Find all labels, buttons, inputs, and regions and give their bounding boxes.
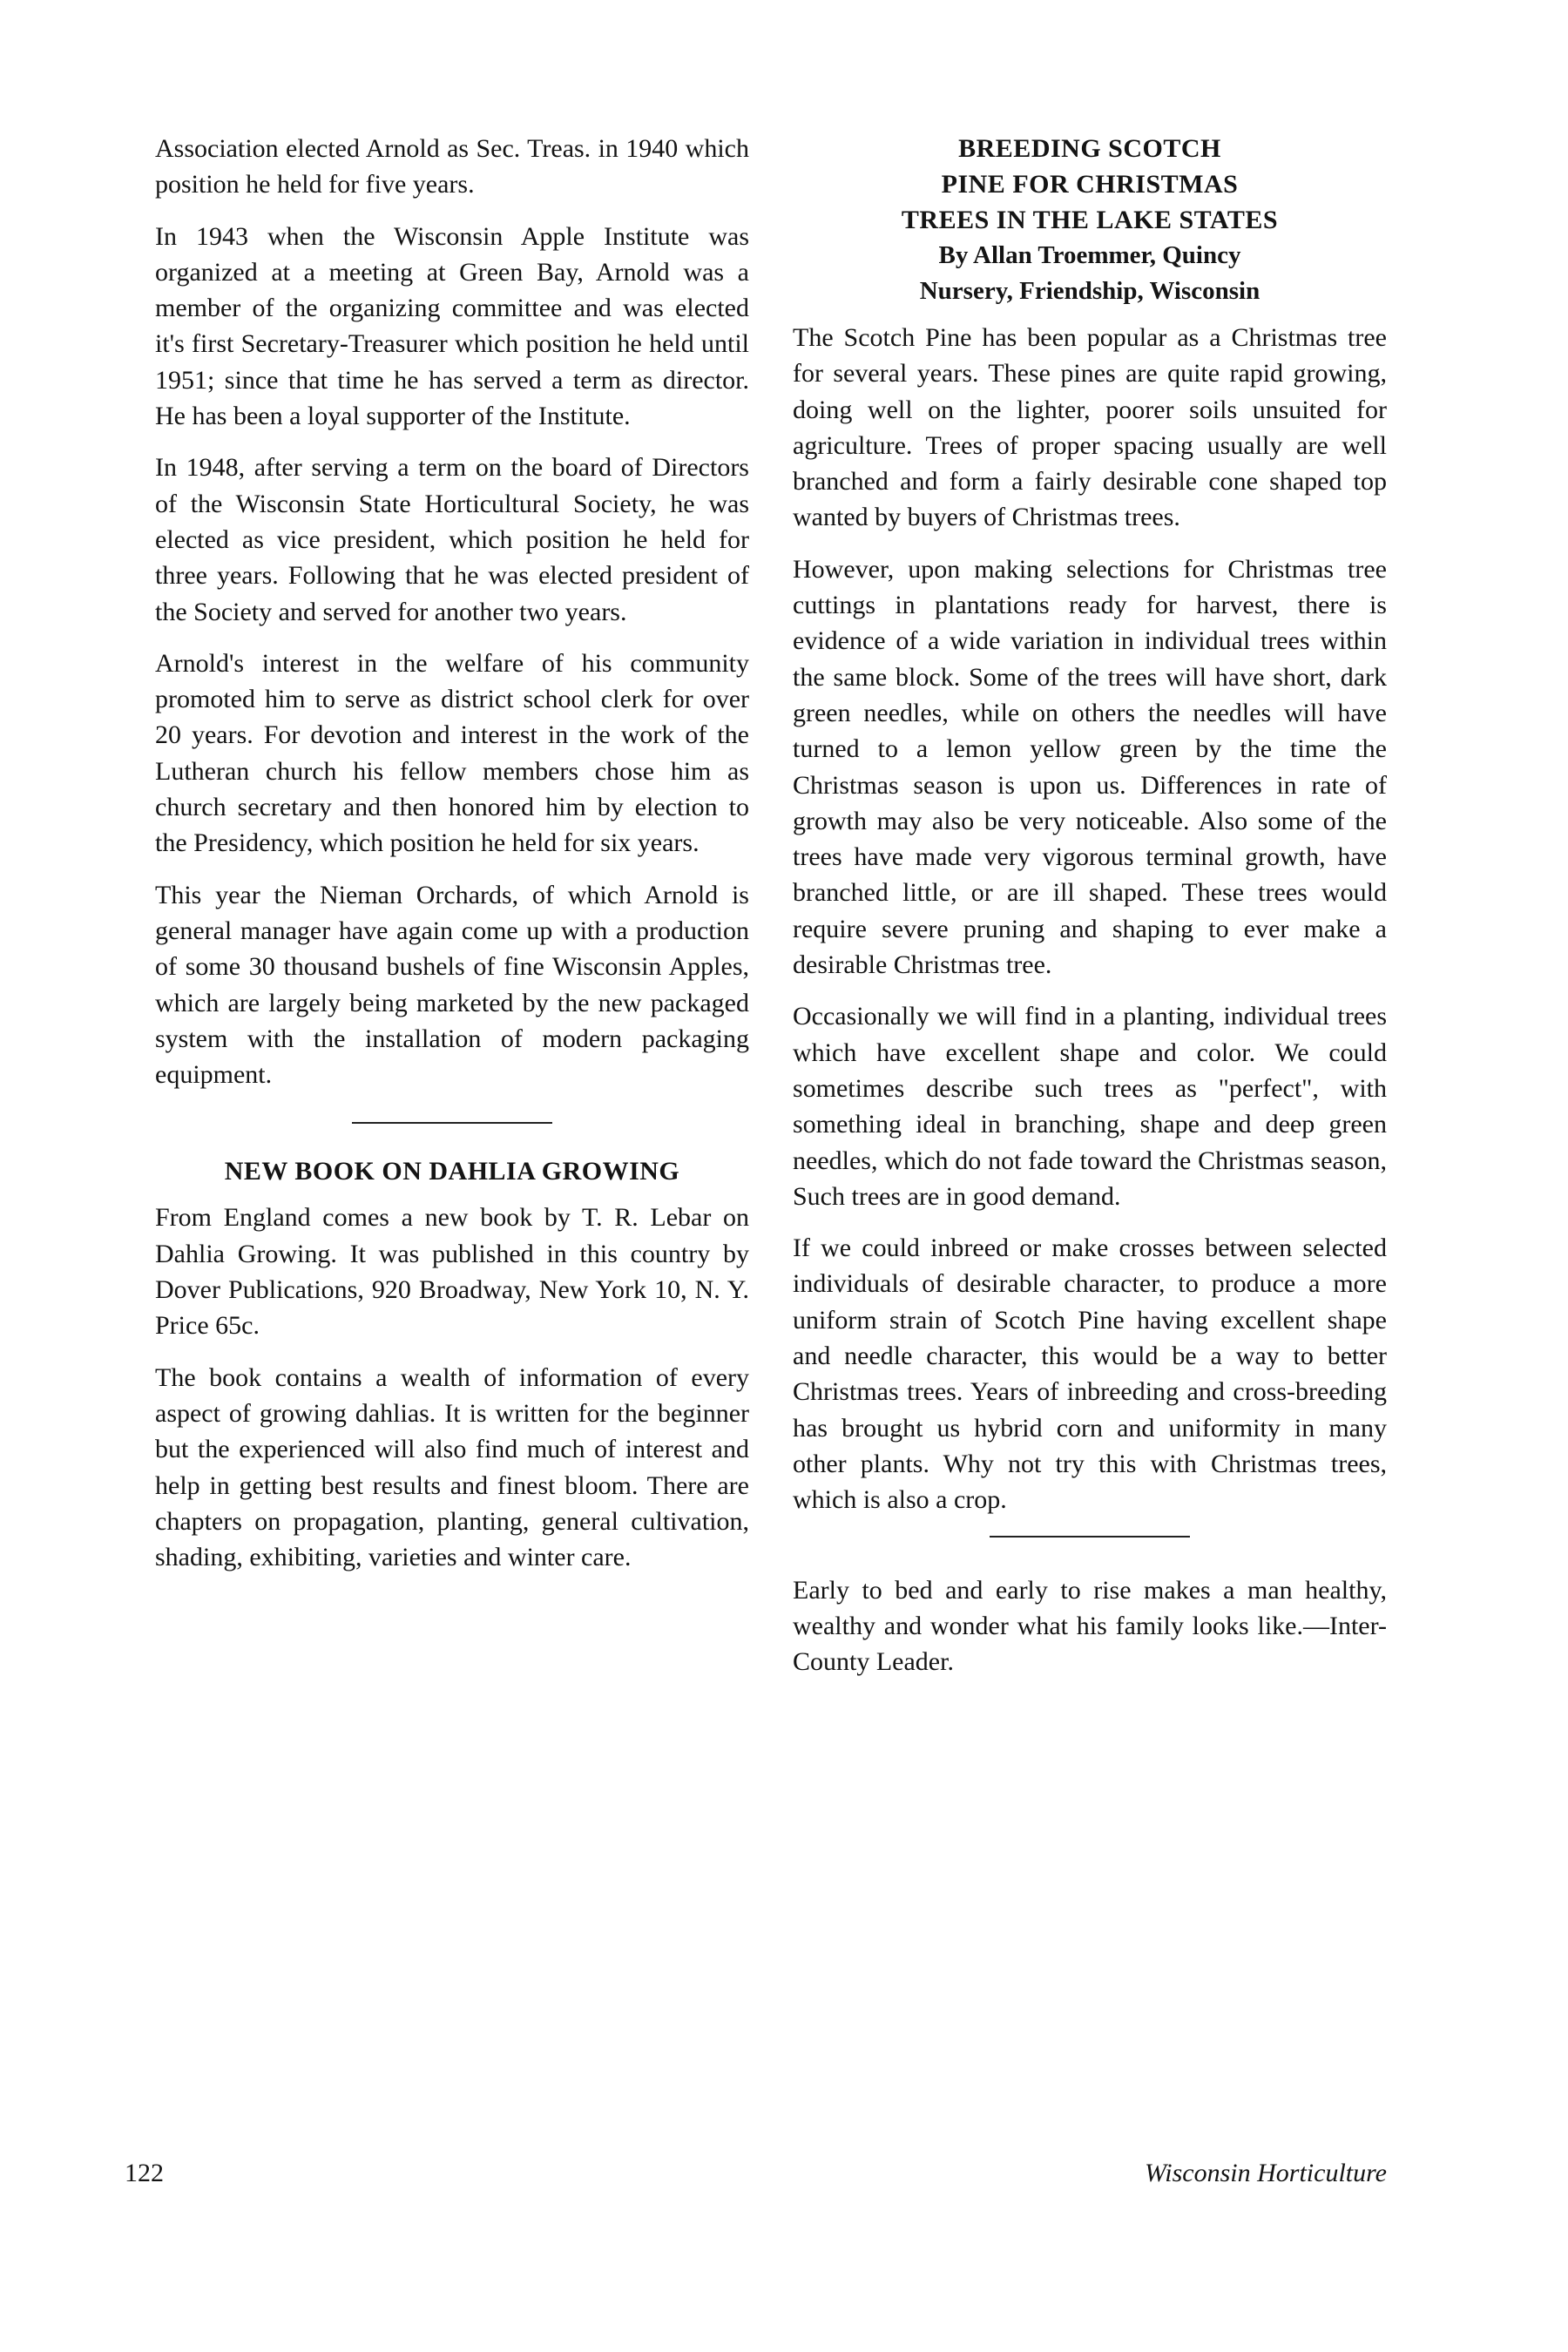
paragraph-apple-institute: In 1943 when the Wisconsin Apple Institute was organized at a meeting at Green Bay, Arnold was a member of the organizing committee and was elected it's first Secretary-Treasurer which position he held until 1951; since that time he has served a term as director. He has been a loyal supporter of the Institute. [155,221,749,431]
byline-line: By Allan Troemmer, Quincy [938,241,1241,269]
right-column [793,131,1387,1680]
section-divider [352,1122,552,1124]
article-byline [793,238,1387,309]
paragraph-vice-president: In 1948, after serving a term on the board of Directors of the Wisconsin State Horticultural Society, he was elected as vice president, which position he held for three years. Following that he was elected president of the Society and served for another two years. [155,453,749,626]
paragraph-early-to-bed: Early to bed and early to rise makes a man healthy, wealthy and wonder what his family looks like.—Inter-County Leader. [793,1575,1387,1677]
paragraph-scotch-pine-intro: The Scotch Pine has been popular as a Christmas tree for several years. These pines are quite rapid growing, doing well on the lighter, poorer soils unsuited for agriculture. Trees of proper spacing usually are well branched and form a fairly desirable cone shaped top wanted by buyers of Christmas trees. [793,323,1387,532]
dahlia-heading: NEW BOOK ON DAHLIA GROWING [224,1157,680,1186]
page-number: 122 [125,2159,164,2187]
paragraph-dahlia-book: From England comes a new book by T. R. Lebar on Dahlia Growing. It was published in this country by Dover Publications, 920 Broadway, New York 10, N. Y. Price 65c. [155,1203,749,1341]
paragraph-inbreeding: If we could inbreed or make crosses between selected individuals of desirable character, to produce a more uniform strain of Scotch Pine having excellent shape and needle character, this would be a way to better Christmas trees. Years of inbreeding and cross-breeding has brought us hybrid corn and uniformity in many other plants. Why not try this with Christmas trees, which is also a crop. [793,1233,1387,1515]
paragraph-community: Arnold's interest in the welfare of his community promoted him to serve as district school clerk for over 20 years. For devotion and interest in the work of the Lutheran church his fellow members chose him as church secretary and then honored him by election to the Presidency, which position he held for six years. [155,648,749,858]
paragraph-arnold-treasurer: Association elected Arnold as Sec. Treas. in 1940 which position he held for five years. [155,134,749,199]
heading-line: PINE FOR CHRISTMAS [941,170,1239,199]
byline-line: Nursery, Friendship, Wisconsin [919,277,1260,305]
paragraph-dahlia-contents: The book contains a wealth of information of every aspect of growing dahlias. It is written for the beginner but the experienced will also find much of interest and help in getting best results and finest bloom. There are chapters on propagation, planting, general cultivation, shading, exhibiting, varieties and winter care. [155,1362,749,1572]
paragraph-nieman-orchards: This year the Nieman Orchards, of which Arnold is general manager have again come up with a production of some 30 thousand bushels of fine Wisconsin Apples, which are largely being marketed by the new packaged system with the installation of modern packaging equipment. [155,880,749,1090]
publication-title: Wisconsin Horticulture [1144,2159,1387,2187]
left-column [155,131,749,1575]
paragraph-variation: However, upon making selections for Christmas tree cuttings in plantations ready for harvest, there is evidence of a wide variation in individual trees within the same block. Some of the trees will have short, dark green needles, while on others the needles will have turned to a lemon yellow green by the time the Christmas season is upon us. Differences in rate of growth may also be very noticeable. Also some of the trees have made very vigorous terminal growth, have branched little, or are ill shaped. These trees would require severe pruning and shaping to ever make a desirable Christmas tree. [793,554,1387,980]
heading-line: BREEDING SCOTCH [958,134,1221,163]
paragraph-perfect-trees: Occasionally we will find in a planting, individual trees which have excellent shape and color. We could sometimes describe such trees as "perfect", with something ideal in branching, shape and deep green needles, which do not fade toward the Christmas season, Such trees are in good demand. [793,1002,1387,1211]
section-divider [990,1536,1190,1538]
heading-line: TREES IN THE LAKE STATES [901,206,1279,234]
article-heading [793,131,1387,238]
